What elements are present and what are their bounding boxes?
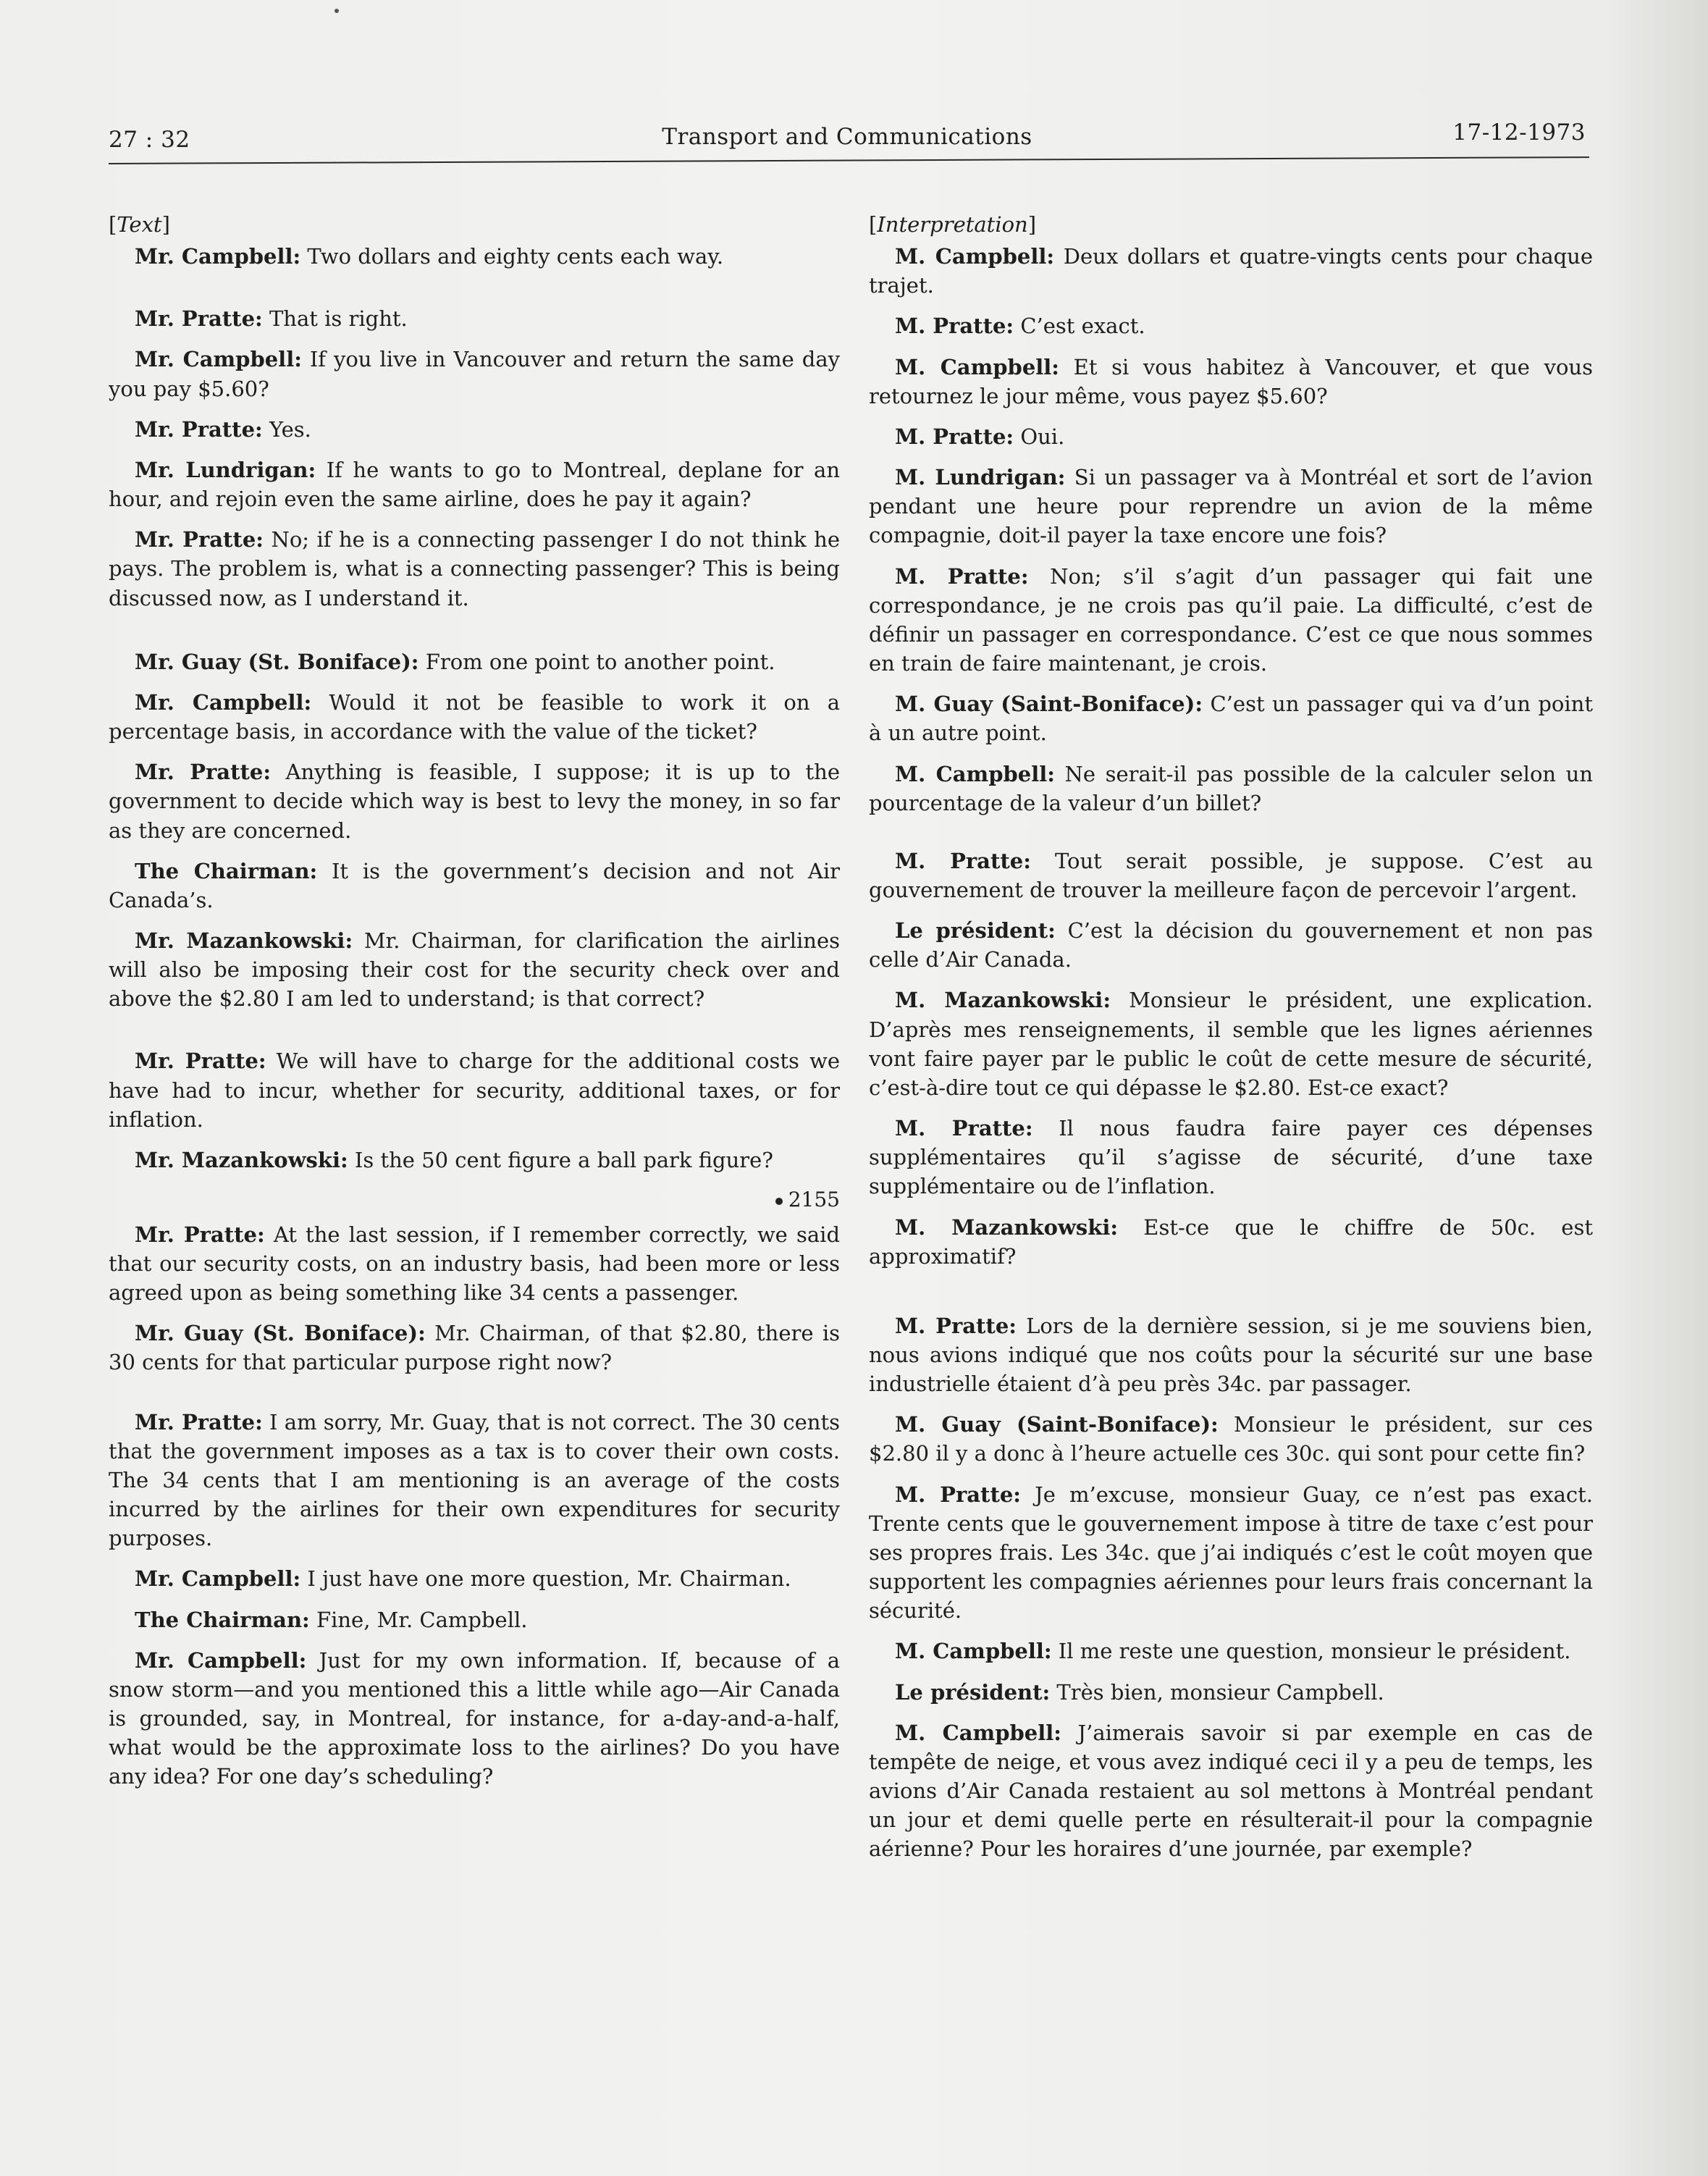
speech-text: Est-ce que le chiffre de 50c. est approximatif?	[869, 1214, 1593, 1269]
speech-text: Would it not be feasible to work it on a percentage basis, in accordance with the value of the ticket?	[109, 689, 840, 744]
section-label-text: [Text]	[109, 212, 170, 237]
speaker-name: M. Pratte:	[895, 1116, 1033, 1141]
section-label-text: [Interpretation]	[869, 212, 1037, 237]
left-paragraph	[109, 1046, 840, 1133]
speaker-name: Mr. Pratte:	[135, 760, 272, 785]
speaker-name: Mr. Campbell:	[135, 347, 302, 372]
speech-text: That is right.	[262, 306, 408, 332]
speech-text: Non; s’il s’agit d’un passager qui fait une correspondance, je ne crois pas qu’il paie. La difficulté, c’est de définir un passager en correspondance. C’est ce que nous sommes en train de faire maintenant, je crois.	[869, 563, 1593, 676]
speech-text: From one point to another point.	[418, 649, 775, 674]
speaker-name: M. Campbell:	[895, 761, 1055, 786]
speaker-name: M. Pratte:	[895, 563, 1029, 589]
speaker-name: M. Guay (Saint-Boniface):	[895, 1412, 1219, 1437]
speaker-name: Mr. Guay (St. Boniface):	[135, 1321, 426, 1346]
speaker-name: The Chairman:	[135, 1607, 310, 1632]
english-column	[109, 210, 840, 2064]
speaker-name: Mr. Lundrigan:	[135, 457, 316, 482]
right-paragraph	[869, 1480, 1593, 1626]
speaker-name: M. Campbell:	[895, 244, 1055, 269]
bullet-icon	[775, 1198, 783, 1205]
speech-text: At the last session, if I remember correctly, we said that our security costs, on an industry basis, had been more or less agreed upon as being something like 34 cents a passenger.	[109, 1222, 840, 1306]
speech-text: Just for my own information. If, because of a snow storm—and you mentioned this a little while ago—Air Canada is grounded, say, in Montreal, for instance, for a-day-and-a-half, what would be the approximate loss to the airlines? Do you have any idea? For one day’s scheduling?	[109, 1647, 840, 1789]
speaker-name: Mr. Mazankowski:	[135, 1147, 348, 1172]
speech-text: Si un passager va à Montréal et sort de l’avion pendant une heure pour reprendre un avion de la même compagnie, doit-il payer la taxe encore une fois?	[869, 465, 1593, 548]
speech-text: J’aimerais savoir si par exemple en cas de tempête de neige, et vous avez indiqué ceci il y a peu de temps, les avions d’Air Canada restaient au sol mettons à Montréal pendant un jour et demi quelle perte en résulterait-il pour la compagnie aérienne? Pour les horaires d’une journée, par exemple?	[869, 1720, 1593, 1862]
right-paragraph	[869, 689, 1593, 747]
speaker-name: The Chairman:	[135, 858, 318, 883]
speaker-name: Mr. Campbell:	[135, 1647, 307, 1673]
speaker-name: M. Lundrigan:	[895, 465, 1066, 490]
speaker-name: M. Pratte:	[895, 424, 1014, 449]
speaker-name: Le président:	[895, 1679, 1051, 1705]
speech-text: C’est un passager qui va d’un point à un autre point.	[869, 692, 1593, 746]
left-paragraph	[109, 455, 840, 513]
speaker-name: M. Campbell:	[895, 354, 1060, 379]
speaker-name: M. Pratte:	[895, 1482, 1021, 1507]
speaker-name: Mr. Pratte:	[135, 306, 263, 332]
speech-text: Yes.	[262, 416, 311, 442]
left-paragraph	[109, 304, 840, 333]
left-paragraph	[109, 757, 840, 844]
speaker-name: M. Mazankowski:	[895, 988, 1111, 1013]
header-title: Transport and Communications	[662, 124, 1032, 150]
speaker-name: Mr. Campbell:	[135, 1566, 301, 1592]
speech-text: Mr. Chairman, of that $2.80, there is 30 cents for that particular purpose right now?	[109, 1321, 840, 1375]
right-paragraph	[869, 1718, 1593, 1864]
speaker-name: Mr. Pratte:	[135, 527, 264, 553]
speech-text: Lors de la dernière session, si je me souviens bien, nous avions indiqué que nos coûts pour la sécurité sur une base industrielle étaient d’à peu près 34c. par passager.	[869, 1313, 1593, 1397]
right-paragraph	[869, 422, 1593, 451]
speaker-name: M. Campbell:	[895, 1639, 1052, 1664]
speaker-name: Le président:	[895, 918, 1056, 944]
left-paragraph	[109, 415, 840, 444]
speech-text: I am sorry, Mr. Guay, that is not correct. The 30 cents that the government imposes as a tax is to cover their own costs. The 34 cents that I am mentioning is an average of the costs incurred by the airlines for their own expenditures for security purposes.	[109, 1409, 840, 1551]
speech-text: Monsieur le président, sur ces $2.80 il y a donc à l’heure actuelle ces 30c. qui sont pour cette fin?	[869, 1412, 1593, 1466]
speaker-name: M. Campbell:	[895, 1720, 1061, 1745]
speech-text: No; if he is a connecting passenger I do not think he pays. The problem is, what is a connecting passenger? This is being discussed now, as I understand it.	[109, 527, 840, 610]
french-column	[869, 210, 1593, 2064]
speech-text: Très bien, monsieur Campbell.	[1050, 1679, 1384, 1705]
speaker-name: Mr. Pratte:	[135, 1049, 266, 1074]
right-paragraph	[869, 1410, 1593, 1468]
speaker-name: Mr. Campbell:	[135, 244, 301, 269]
speaker-name: M. Mazankowski:	[895, 1214, 1119, 1240]
right-paragraph	[869, 242, 1593, 300]
right-paragraph	[869, 562, 1593, 679]
right-paragraph	[869, 463, 1593, 550]
speech-text: Oui.	[1014, 424, 1065, 449]
section-label: Interpretation	[877, 212, 1028, 237]
left-paragraph	[109, 1605, 840, 1634]
left-paragraph	[109, 688, 840, 746]
speaker-name: M. Pratte:	[895, 1313, 1017, 1338]
speech-text: Tout serait possible, je suppose. C’est au gouvernement de trouver la meilleure façon de percevoir l’argent.	[869, 848, 1593, 902]
left-paragraph	[109, 1646, 840, 1791]
left-paragraph	[109, 857, 840, 915]
right-paragraph	[869, 1678, 1593, 1707]
speech-text: Anything is feasible, I suppose; it is up to the government to decide which way is best to levy the money, in so far as they are concerned.	[109, 760, 840, 843]
right-paragraph	[869, 847, 1593, 904]
left-paragraph	[109, 525, 840, 612]
speaker-name: Mr. Guay (St. Boniface):	[135, 649, 419, 674]
speaker-name: Mr. Pratte:	[135, 1409, 263, 1434]
right-paragraph	[869, 916, 1593, 974]
left-paragraph	[109, 647, 840, 676]
speaker-name: Mr. Campbell:	[135, 689, 312, 715]
right-paragraph	[869, 1114, 1593, 1201]
speech-text: We will have to charge for the additional costs we have had to incur, whether for security, additional taxes, or for inflation.	[109, 1049, 840, 1132]
left-paragraph	[109, 926, 840, 1013]
speech-text: C’est la décision du gouvernement et non pas celle d’Air Canada.	[869, 918, 1593, 973]
time-marker	[109, 1186, 840, 1214]
page-speck	[335, 9, 339, 13]
right-paragraph	[869, 1311, 1593, 1398]
speech-text: Mr. Chairman, for clarification the airlines will also be imposing their cost for the security check over and above the $2.80 I am led to understand; is that correct?	[109, 928, 840, 1012]
speech-text: Je m’excuse, monsieur Guay, ce n’est pas exact. Trente cents que le gouvernement impose à titre de taxe c’est pour ses propres frais. Les 34c. que j’ai indiqués c’est le coût moyen que supportent les compagnies aériennes pour leurs frais concernant la sécurité.	[869, 1482, 1593, 1623]
speech-text: It is the government’s decision and not Air Canada’s.	[109, 858, 840, 912]
right-paragraph	[869, 760, 1593, 818]
speech-text: If he wants to go to Montreal, deplane for an hour, and rejoin even the same airline, does he pay it again?	[109, 457, 840, 512]
left-paragraph	[109, 1220, 840, 1307]
speech-text: Et si vous habitez à Vancouver, et que vous retournez le jour même, vous payez $5.60?	[869, 354, 1593, 408]
speech-text: C’est exact.	[1014, 314, 1145, 339]
right-paragraph	[869, 353, 1593, 411]
right-paragraph	[869, 311, 1593, 340]
left-paragraph	[109, 1319, 840, 1377]
speaker-name: Mr. Pratte:	[135, 1222, 265, 1247]
left-paragraph	[109, 1408, 840, 1553]
speech-text: Fine, Mr. Campbell.	[309, 1607, 528, 1632]
speaker-name: M. Guay (Saint-Boniface):	[895, 692, 1203, 717]
speech-text: Is the 50 cent figure a ball park figure?	[348, 1147, 773, 1172]
speech-text: Ne serait-il pas possible de la calculer selon un pourcentage de la valeur d’un billet?	[869, 761, 1593, 815]
speech-text: Deux dollars et quatre-vingts cents pour chaque trajet.	[869, 244, 1593, 298]
speaker-name: Mr. Pratte:	[135, 416, 263, 442]
left-paragraph	[109, 1564, 840, 1593]
right-paragraph	[869, 1637, 1593, 1665]
speech-text: If you live in Vancouver and return the same day you pay $5.60?	[109, 347, 840, 401]
speaker-name: M. Pratte:	[895, 314, 1014, 339]
speech-text: I just have one more question, Mr. Chairman.	[300, 1566, 791, 1592]
speech-text: Il nous faudra faire payer ces dépenses supplémentaires qu’il s’agisse de sécurité, d’une taxe supplémentaire ou de l’inflation.	[869, 1116, 1593, 1199]
section-label: Text	[117, 212, 162, 237]
left-paragraph	[109, 1146, 840, 1175]
speaker-name: Mr. Mazankowski:	[135, 928, 353, 953]
speech-text: Monsieur le président, une explication. D’après mes renseignements, il semble que les lignes aériennes vont faire payer par le public le coût de cette mesure de sécurité, c’est-à-dire tout ce qui dépasse le $2.80. Est-ce exact?	[869, 988, 1593, 1100]
page-header	[109, 119, 1586, 163]
left-paragraph	[109, 345, 840, 403]
header-page-number: 27 : 32	[109, 127, 190, 153]
time-marker-value: 2155	[788, 1188, 840, 1212]
header-date: 17-12-1973	[1452, 119, 1586, 146]
speech-text: Il me reste une question, monsieur le président.	[1051, 1639, 1571, 1664]
speaker-name: M. Pratte:	[895, 848, 1031, 873]
speech-text: Two dollars and eighty cents each way.	[300, 244, 724, 269]
left-paragraph	[109, 242, 840, 271]
right-paragraph	[869, 1213, 1593, 1271]
right-paragraph	[869, 986, 1593, 1102]
